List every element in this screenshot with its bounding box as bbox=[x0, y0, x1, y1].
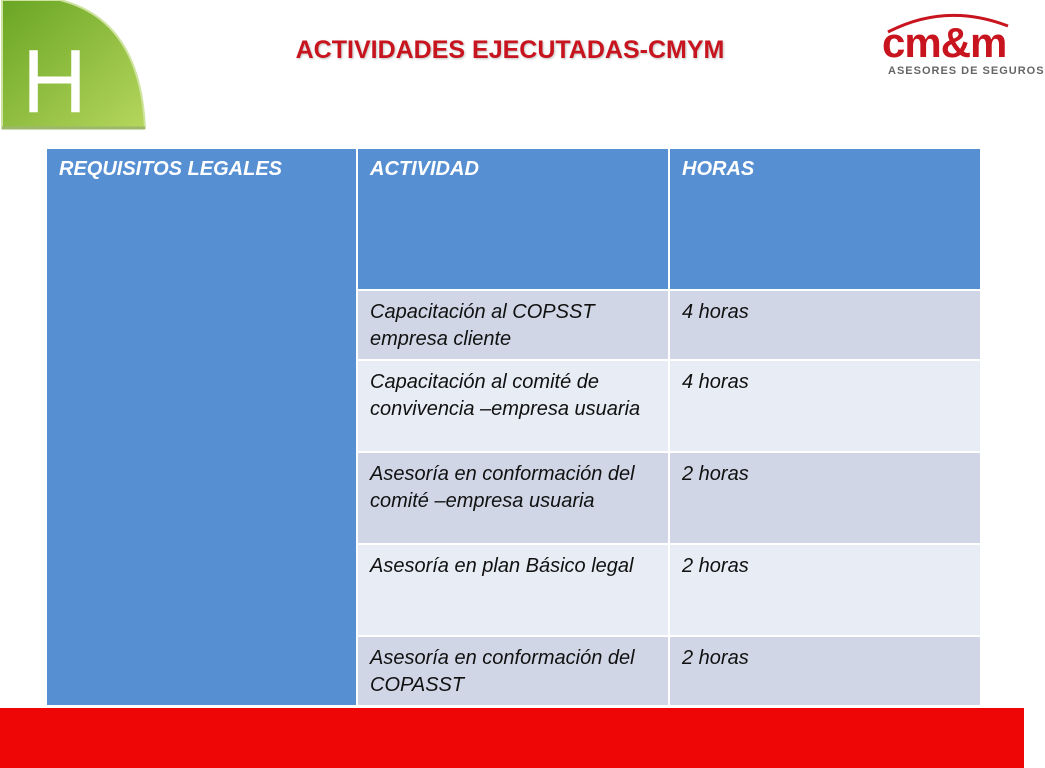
actividad-cell: Asesoría en conformación del COPASST bbox=[357, 636, 669, 706]
brand-tagline: ASESORES DE SEGUROS bbox=[888, 65, 1045, 77]
horas-cell: 2 horas bbox=[669, 452, 981, 544]
corner-letter: H bbox=[22, 32, 87, 132]
horas-cell: 2 horas bbox=[669, 636, 981, 706]
corner-logo-shape bbox=[0, 0, 150, 140]
actividad-cell: Capacitación al COPSST empresa cliente bbox=[357, 290, 669, 360]
actividad-cell: Asesoría en plan Básico legal bbox=[357, 544, 669, 636]
brand-logo bbox=[878, 8, 1045, 88]
brand-name: cm&m bbox=[882, 19, 1007, 66]
horas-cell: 4 horas bbox=[669, 290, 981, 360]
activities-table bbox=[45, 147, 980, 695]
header-horas: HORAS bbox=[669, 148, 981, 290]
slide-title: ACTIVIDADES EJECUTADAS-CMYM bbox=[295, 36, 725, 64]
header-actividad: ACTIVIDAD bbox=[357, 148, 669, 290]
table-header-row bbox=[46, 148, 981, 290]
footer-bar bbox=[0, 708, 1024, 768]
corner-logo bbox=[0, 0, 150, 140]
horas-cell: 2 horas bbox=[669, 544, 981, 636]
actividad-cell: Asesoría en conformación del comité –empresa usuaria bbox=[357, 452, 669, 544]
header-requisitos-legales: REQUISITOS LEGALES bbox=[46, 148, 357, 706]
horas-cell: 4 horas bbox=[669, 360, 981, 452]
actividad-cell: Capacitación al comité de convivencia –empresa usuaria bbox=[357, 360, 669, 452]
